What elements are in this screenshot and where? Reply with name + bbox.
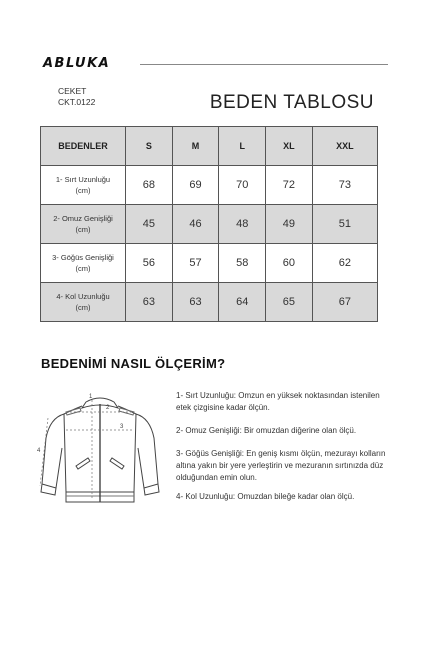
table-cell: 57 — [172, 244, 219, 283]
product-type: CEKET — [58, 86, 87, 96]
jacket-right-pocket — [110, 458, 124, 469]
table-cell: 58 — [219, 244, 266, 283]
jacket-left-pocket — [76, 458, 90, 469]
diagram-label-3: 3 — [120, 424, 124, 430]
diagram-label-4: 4 — [37, 448, 41, 454]
header-cell-size: XXL — [312, 127, 377, 166]
table-cell: 69 — [172, 166, 219, 205]
table-cell: 45 — [126, 205, 173, 244]
row-label: 3- Göğüs Genişliği (cm) — [41, 244, 126, 283]
table-cell: 65 — [266, 283, 313, 322]
table-cell: 56 — [126, 244, 173, 283]
row-label: 1- Sırt Uzunluğu (cm) — [41, 166, 126, 205]
diagram-label-1: 1 — [89, 394, 93, 400]
size-table — [40, 126, 378, 322]
table-cell: 63 — [126, 283, 173, 322]
table-header-row — [41, 127, 378, 166]
table-cell: 68 — [126, 166, 173, 205]
table-row — [41, 166, 378, 205]
table-cell: 60 — [266, 244, 313, 283]
page-title: BEDEN TABLOSU — [209, 92, 374, 113]
howto-heading: BEDENİMİ NASIL ÖLÇERİM? — [41, 356, 226, 371]
header-cell-size: M — [172, 127, 219, 166]
header-cell-size: S — [126, 127, 173, 166]
jacket-left-sleeve — [42, 414, 64, 488]
table-cell: 64 — [219, 283, 266, 322]
table-cell: 63 — [172, 283, 219, 322]
table-row — [41, 205, 378, 244]
instruction-back-length: 1- Sırt Uzunluğu: Omzun en yüksek noktasından istenilen etek çizgisine kadar ölçün. — [176, 391, 380, 412]
table-cell: 51 — [312, 205, 377, 244]
jacket-diagram — [36, 388, 166, 514]
instruction-shoulder: 2- Omuz Genişliği: Bir omuzdan diğerine olan ölçü. — [176, 426, 357, 435]
header-cell-bedenler: BEDENLER — [41, 127, 126, 166]
brand-logo: ABLUKA — [43, 56, 111, 71]
table-row — [41, 244, 378, 283]
diagram-label-2: 2 — [106, 405, 110, 411]
table-cell: 48 — [219, 205, 266, 244]
table-cell: 46 — [172, 205, 219, 244]
table-row — [41, 283, 378, 322]
product-code: CKT.0122 — [58, 97, 96, 107]
row-label: 4- Kol Uzunluğu (cm) — [41, 283, 126, 322]
instruction-sleeve: 4- Kol Uzunluğu: Omuzdan bileğe kadar olan ölçü. — [176, 492, 355, 501]
table-cell: 73 — [312, 166, 377, 205]
table-cell: 72 — [266, 166, 313, 205]
table-cell: 62 — [312, 244, 377, 283]
jacket-right-sleeve — [136, 414, 158, 488]
instruction-chest: 3- Göğüs Genişliği: En geniş kısmı ölçün, mezurayı kolların altına yakın bir yere yerleştirin ve mezuranın sırtınızda düz olduğundan emin olun. — [176, 449, 386, 482]
table-cell: 49 — [266, 205, 313, 244]
table-cell: 67 — [312, 283, 377, 322]
row-label: 2- Omuz Genişliği (cm) — [41, 205, 126, 244]
header-cell-size: XL — [266, 127, 313, 166]
table-cell: 70 — [219, 166, 266, 205]
header-cell-size: L — [219, 127, 266, 166]
measure-line-sleeve — [40, 418, 48, 486]
header-rule — [140, 64, 388, 65]
